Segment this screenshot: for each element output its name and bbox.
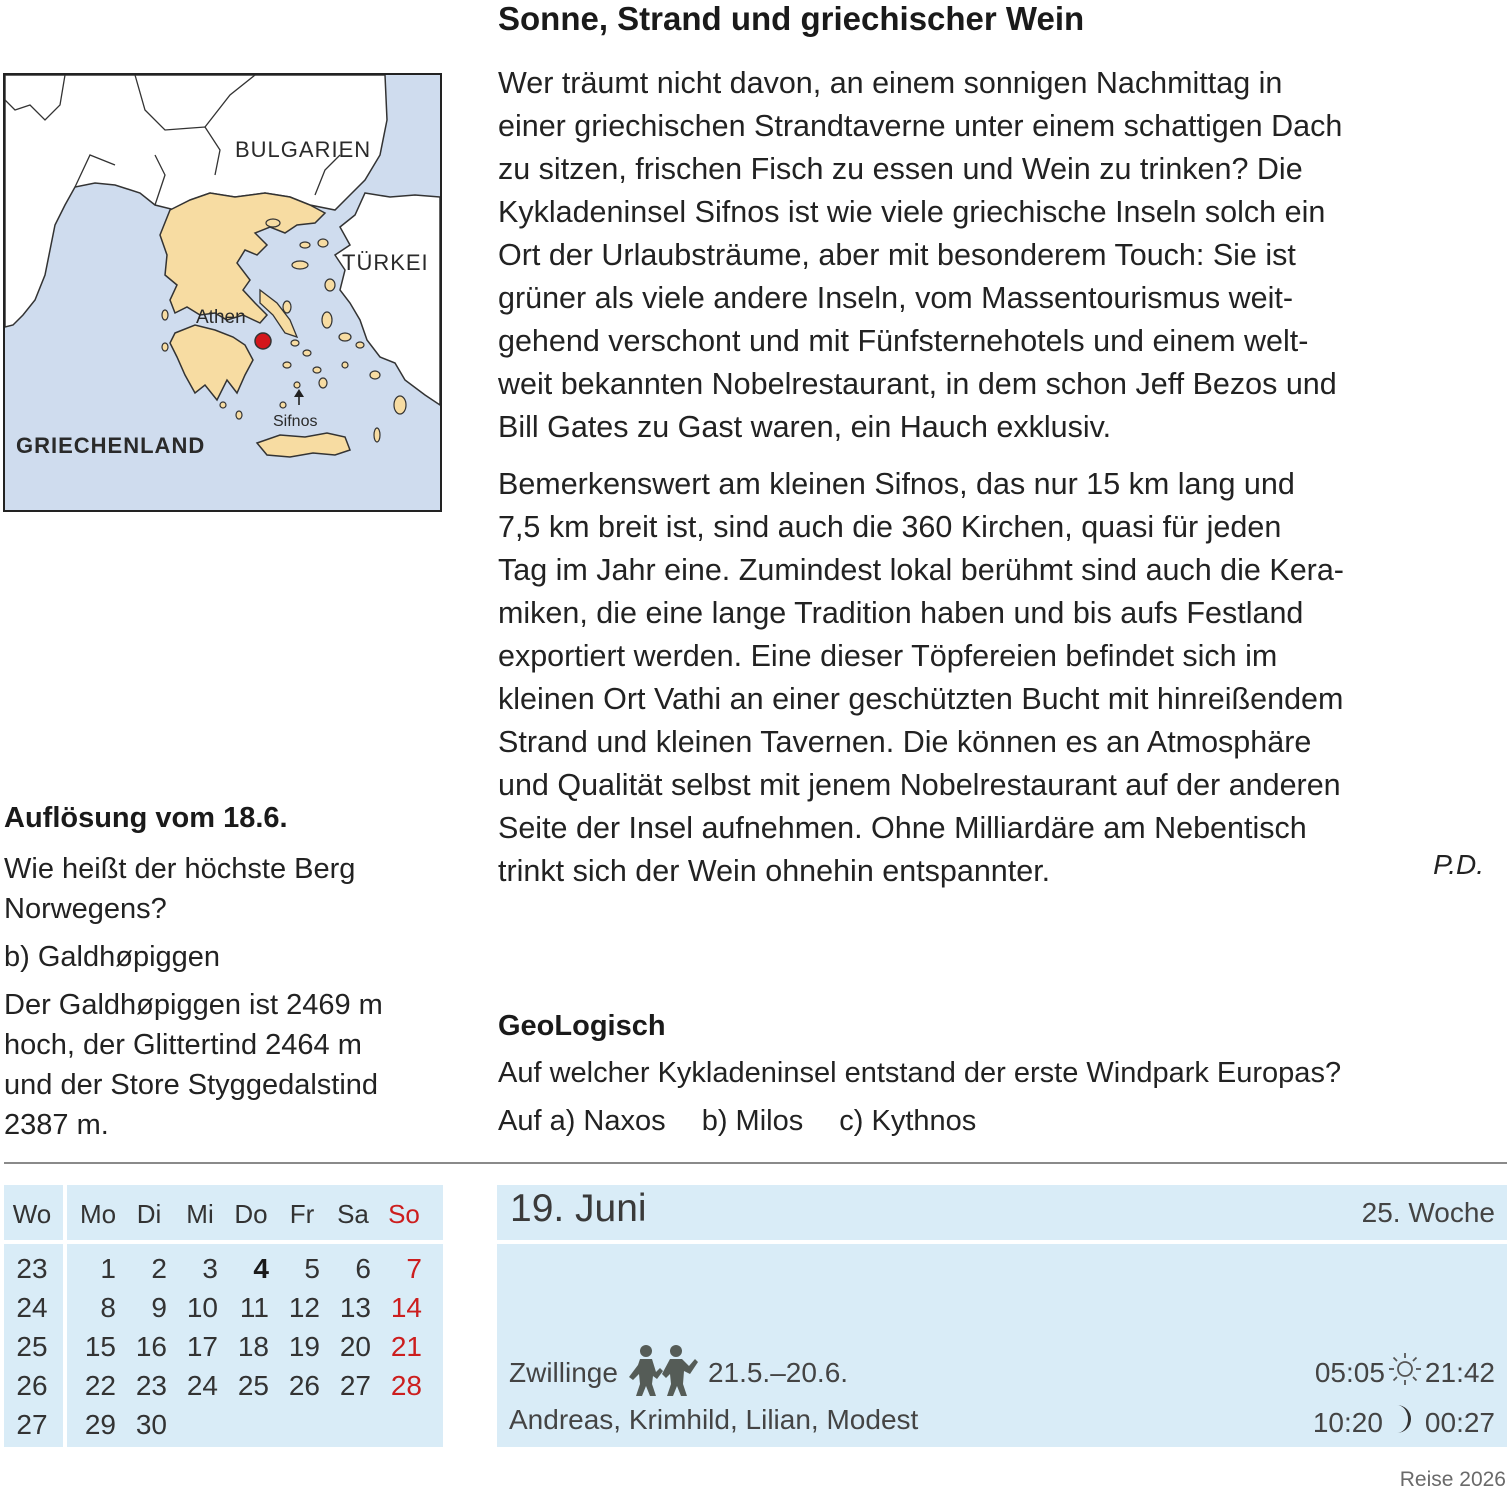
calendar-day: 26	[288, 1370, 320, 1401]
map-label-athens: Athen	[196, 307, 246, 328]
calendar-day: 6	[355, 1253, 371, 1284]
athens-dot	[255, 333, 271, 349]
geologisch-option-c: c) Kythnos	[839, 1105, 977, 1137]
solution-question	[4, 849, 464, 929]
calendar-day: 16	[135, 1331, 167, 1362]
solution-explanation	[4, 985, 464, 1145]
solution-heading: Auflösung vom 18.6.	[4, 802, 288, 834]
calendar-day: 24	[186, 1370, 218, 1401]
calendar-day-header: Fr	[289, 1199, 315, 1229]
article-line: exportiert werden. Eine dieser Töpfereien befindet sich im	[498, 639, 1278, 673]
calendar-week-number: 27	[16, 1409, 48, 1440]
article-line: trinkt sich der Wein ohnehin entspannter.	[498, 854, 1051, 888]
calendar-day: 2	[151, 1253, 167, 1284]
article-line: Wer träumt nicht davon, an einem sonnigen Nachmittag in	[498, 66, 1283, 100]
calendar-day: 29	[84, 1409, 116, 1440]
calendar-day: 10	[186, 1292, 218, 1323]
calendar-week-number: 23	[16, 1253, 48, 1284]
name-days: Andreas, Krimhild, Lilian, Modest	[509, 1404, 919, 1435]
solution-question-line: Norwegens?	[4, 893, 167, 925]
article-line: Kykladeninsel Sifnos ist wie viele griechische Inseln solch ein	[498, 195, 1326, 229]
calendar-day: 18	[237, 1331, 269, 1362]
calendar-day: 1	[100, 1253, 116, 1284]
article-line: grüner als viele andere Inseln, vom Massentourismus weit-	[498, 281, 1294, 315]
calendar-day: 13	[339, 1292, 371, 1323]
calendar-week-header: Wo	[12, 1199, 52, 1229]
solution-question-line: Wie heißt der höchste Berg	[4, 853, 356, 885]
article-line: 7,5 km breit ist, sind auch die 360 Kirchen, quasi für jeden	[498, 510, 1282, 544]
calendar-week-separator	[63, 1185, 67, 1447]
article-line: Seite der Insel aufnehmen. Ohne Milliardäre am Nebentisch	[498, 811, 1307, 845]
map-label-sifnos: Sifnos	[273, 413, 318, 430]
geologisch-option-a: Auf a) Naxos	[498, 1105, 666, 1137]
calendar-day: 14	[390, 1292, 422, 1323]
calendar-day: 20	[339, 1331, 371, 1362]
calendar-day: 4	[253, 1253, 269, 1284]
calendar-week-number: 24	[16, 1292, 48, 1323]
solution-explanation-line: hoch, der Glittertind 2464 m	[4, 1029, 362, 1061]
calendar-day: 3	[202, 1253, 218, 1284]
calendar-day: 11	[239, 1292, 269, 1323]
moonset-time: 00:27	[1424, 1406, 1495, 1438]
calendar-day: 8	[100, 1292, 116, 1323]
geologisch-option-b: b) Milos	[701, 1105, 804, 1137]
article-line: Ort der Urlaubsträume, aber mit besonderem Touch: Sie ist	[498, 238, 1296, 272]
geologisch-question: Auf welcher Kykladeninsel entstand der erste Windpark Europas?	[498, 1057, 1342, 1089]
sun-times	[1315, 1352, 1495, 1393]
article-line: Bemerkenswert am kleinen Sifnos, das nur 15 km lang und	[498, 467, 1295, 501]
geologisch-heading: GeoLogisch	[498, 1010, 666, 1042]
calendar-day: 23	[135, 1370, 167, 1401]
footer-label: Reise 2026	[1399, 1468, 1506, 1491]
solution-answer: b) Galdhøpiggen	[4, 941, 221, 973]
article-line: einer griechischen Strandtaverne unter einem schattigen Dach	[498, 109, 1343, 143]
article-line: Bill Gates zu Gast waren, ein Hauch exklusiv.	[498, 410, 1112, 444]
calendar-day: 15	[84, 1331, 116, 1362]
calendar-day: 30	[135, 1409, 167, 1440]
article-line: kleinen Ort Vathi an einer geschützten Bucht mit hinreißendem	[498, 682, 1344, 716]
calendar-day-header: Mo	[79, 1199, 117, 1229]
moonrise-time: 10:20	[1312, 1406, 1383, 1438]
calendar-day: 27	[339, 1370, 371, 1401]
calendar-week-number: 26	[16, 1370, 48, 1401]
article-line: Strand und kleinen Tavernen. Die können es an Atmosphäre	[498, 725, 1312, 759]
greece-map	[3, 73, 442, 512]
calendar-day: 25	[237, 1370, 269, 1401]
calendar-day-header: Do	[234, 1199, 268, 1229]
map-label-turkey: TÜRKEI	[342, 250, 429, 275]
article-line: weit bekannten Nobelrestaurant, in dem schon Jeff Bezos und	[498, 367, 1337, 401]
geologisch-options	[498, 1105, 1004, 1138]
calendar-day: 21	[390, 1331, 422, 1362]
day-week-number: 25. Woche	[1361, 1197, 1495, 1228]
section-divider	[4, 1162, 1507, 1164]
solution-explanation-line: Der Galdhøpiggen ist 2469 m	[4, 989, 383, 1021]
map-label-bulgaria: BULGARIEN	[235, 137, 372, 162]
calendar-day: 28	[390, 1370, 422, 1401]
calendar-day: 17	[186, 1331, 218, 1362]
sunrise-time: 05:05	[1314, 1356, 1385, 1388]
calendar-header-separator	[4, 1240, 443, 1244]
calendar-day: 5	[304, 1253, 320, 1284]
month-calendar	[4, 1185, 443, 1447]
calendar-day: 12	[288, 1292, 320, 1323]
calendar-day-header: Di	[136, 1199, 162, 1229]
article-author: P.D.	[1433, 849, 1484, 880]
article-line: miken, die eine lange Tradition haben und bis aufs Festland	[498, 596, 1304, 630]
sunset-time: 21:42	[1424, 1356, 1495, 1388]
article-paragraph-1	[498, 62, 1508, 449]
solution-explanation-line: 2387 m.	[4, 1109, 109, 1141]
article-line: und Qualität selbst mit jenem Nobelrestaurant auf der anderen	[498, 768, 1341, 802]
calendar-day: 7	[406, 1253, 422, 1284]
calendar-week-number: 25	[16, 1331, 48, 1362]
map-label-greece: GRIECHENLAND	[16, 433, 206, 458]
calendar-day-header: Mi	[186, 1199, 214, 1229]
calendar-day: 9	[151, 1292, 167, 1323]
calendar-day-header: So	[388, 1199, 420, 1229]
day-header-separator	[497, 1240, 1507, 1244]
sun-icon	[1388, 1352, 1422, 1393]
gemini-twins-icon	[626, 1344, 698, 1403]
zodiac-row	[509, 1347, 848, 1399]
article-line: zu sitzen, frischen Fisch zu essen und Wein zu trinken? Die	[498, 152, 1303, 186]
day-panel	[497, 1185, 1507, 1447]
zodiac-range: 21.5.–20.6.	[707, 1357, 849, 1388]
day-date: 19. Juni	[510, 1187, 647, 1230]
map-graphic	[5, 75, 440, 510]
moon-times	[1313, 1404, 1495, 1441]
moon-icon	[1393, 1404, 1415, 1441]
calendar-day-header: Sa	[337, 1199, 369, 1229]
calendar-day: 22	[84, 1370, 116, 1401]
calendar-day: 19	[288, 1331, 320, 1362]
solution-explanation-line: und der Store Styggedalstind	[4, 1069, 379, 1101]
article-paragraph-2	[498, 463, 1508, 893]
article-title: Sonne, Strand und griechischer Wein	[498, 0, 1085, 37]
article-line: gehend verschont und mit Fünfsternehotels und einem welt-	[498, 324, 1309, 358]
zodiac-sign: Zwillinge	[509, 1357, 618, 1388]
article-line: Tag im Jahr eine. Zumindest lokal berühmt sind auch die Kera-	[498, 553, 1344, 587]
